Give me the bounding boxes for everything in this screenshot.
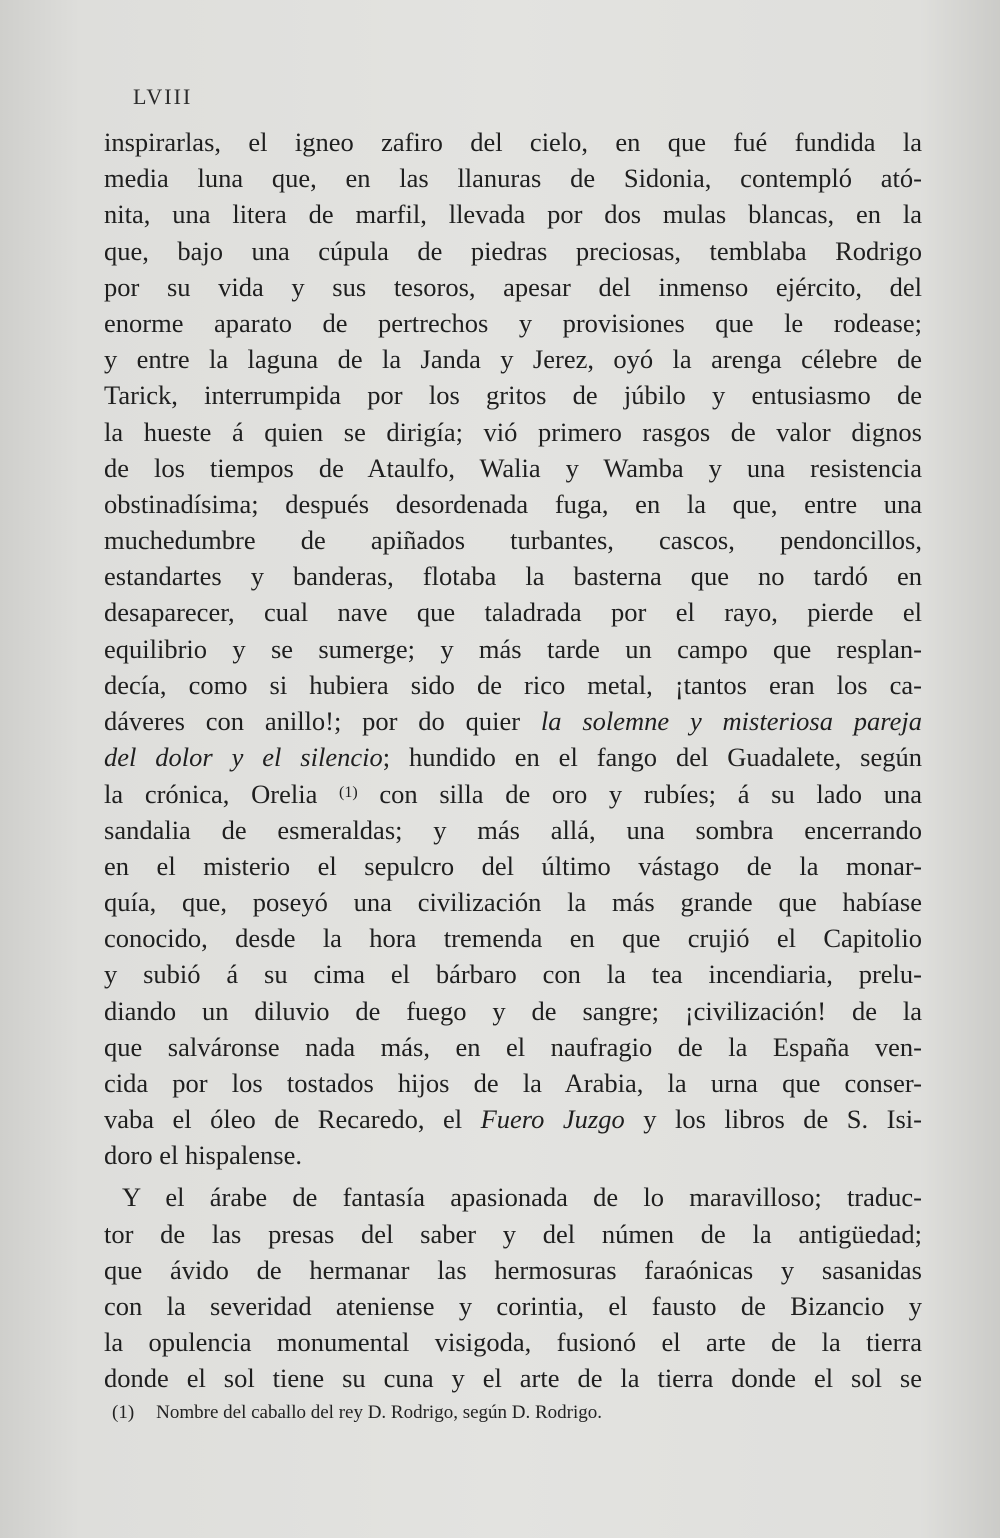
text-line: cida por los tostados hijos de la Arabia, la urna que conser-	[104, 1067, 922, 1098]
text-line: obstinadísima; después desordenada fuga, en la que, entre una	[104, 488, 922, 519]
text-line: y subió á su cima el bárbaro con la tea incendiaria, prelu-	[104, 959, 922, 990]
text-line: que, bajo una cúpula de piedras preciosas, temblaba Rodrigo	[104, 235, 922, 266]
italic-phrase: del dolor y el silencio	[104, 742, 383, 773]
text-line: equilibrio y se sumerge; y más tarde un campo que resplan-	[104, 633, 922, 664]
text-line: Tarick, interrumpida por los gritos de júbilo y entusiasmo de	[104, 380, 922, 411]
text-line: estandartes y banderas, flotaba la basterna que no tardó en	[104, 561, 922, 592]
text-line: sandalia de esmeraldas; y más allá, una sombra encerrando	[104, 814, 922, 845]
body-text	[104, 124, 922, 1397]
footnote-mark: (1)	[112, 1402, 135, 1423]
footnote-text: Nombre del caballo del rey D. Rodrigo, según D. Rodrigo.	[156, 1402, 603, 1423]
text-line: tor de las presas del saber y del númen de la antigüedad;	[104, 1218, 922, 1249]
footnote	[112, 1402, 812, 1424]
text-line: la opulencia monumental visigoda, fusionó el arte de la tierra	[104, 1327, 922, 1358]
text-line: con la severidad ateniense y corintia, el fausto de Bizancio y	[104, 1291, 922, 1321]
text-line: conocido, desde la hora tremenda en que crujió el Capitolio	[104, 923, 922, 954]
text-line: dáveres con anillo!; por do quier la solemne y misteriosa pareja	[104, 706, 922, 736]
text-line: del dolor y el silencio; hundido en el fango del Guadalete, según	[104, 742, 922, 773]
text-line: decía, como si hubiera sido de rico metal, ¡tantos eran los ca-	[104, 669, 922, 700]
text-line: donde el sol tiene su cuna y el arte de la tierra donde el sol se	[104, 1363, 922, 1394]
text-line: y entre la laguna de la Janda y Jerez, oyó la arenga célebre de	[104, 344, 922, 375]
text-line: por su vida y sus tesoros, apesar del inmenso ejército, del	[104, 271, 922, 302]
text-line: desaparecer, cual nave que taladrada por el rayo, pierde el	[104, 597, 922, 628]
text-line: que ávido de hermanar las hermosuras faraónicas y sasanidas	[104, 1254, 922, 1285]
text-line: de los tiempos de Ataulfo, Walia y Wamba y una resistencia	[104, 452, 922, 483]
text-line: enorme aparato de pertrechos y provisiones que le rodease;	[104, 307, 922, 338]
text-line: en el misterio el sepulcro del último vástago de la monar-	[104, 850, 922, 881]
text-line: vaba el óleo de Recaredo, el Fuero Juzgo y los libros de S. Isi-	[104, 1104, 922, 1135]
italic-title: Fuero Juzgo	[480, 1104, 625, 1135]
text-line-paragraph-end: doro el hispalense.	[104, 1140, 302, 1171]
text-line: la hueste á quien se dirigía; vió primero rasgos de valor dignos	[104, 416, 922, 447]
text-line: nita, una litera de marfil, llevada por dos mulas blancas, en la	[104, 199, 922, 230]
text-line-paragraph-start: Y el árabe de fantasía apasionada de lo maravilloso; traduc-	[122, 1182, 922, 1213]
text-line: la crónica, Orelia $^{(1)}$ con silla de oro y rubíes; á su lado una	[104, 779, 922, 810]
text-line: inspirarlas, el igneo zafiro del cielo, en que fué fundida la	[104, 127, 922, 157]
text-line: diando un diluvio de fuego y de sangre; ¡civilización! de la	[104, 995, 922, 1026]
text-line: muchedumbre de apiñados turbantes, cascos, pendoncillos,	[104, 525, 922, 556]
footnote-reference: (1)	[339, 784, 358, 802]
text-line: quía, que, poseyó una civilización la más grande que habíase	[104, 886, 922, 917]
text-line: que salváronse nada más, en el naufragio de la España ven-	[104, 1031, 922, 1062]
text-line: media luna que, en las llanuras de Sidonia, contempló ató-	[104, 163, 922, 194]
page-number: LVIII	[133, 84, 193, 109]
italic-phrase: la solemne y misteriosa pareja	[540, 706, 922, 736]
